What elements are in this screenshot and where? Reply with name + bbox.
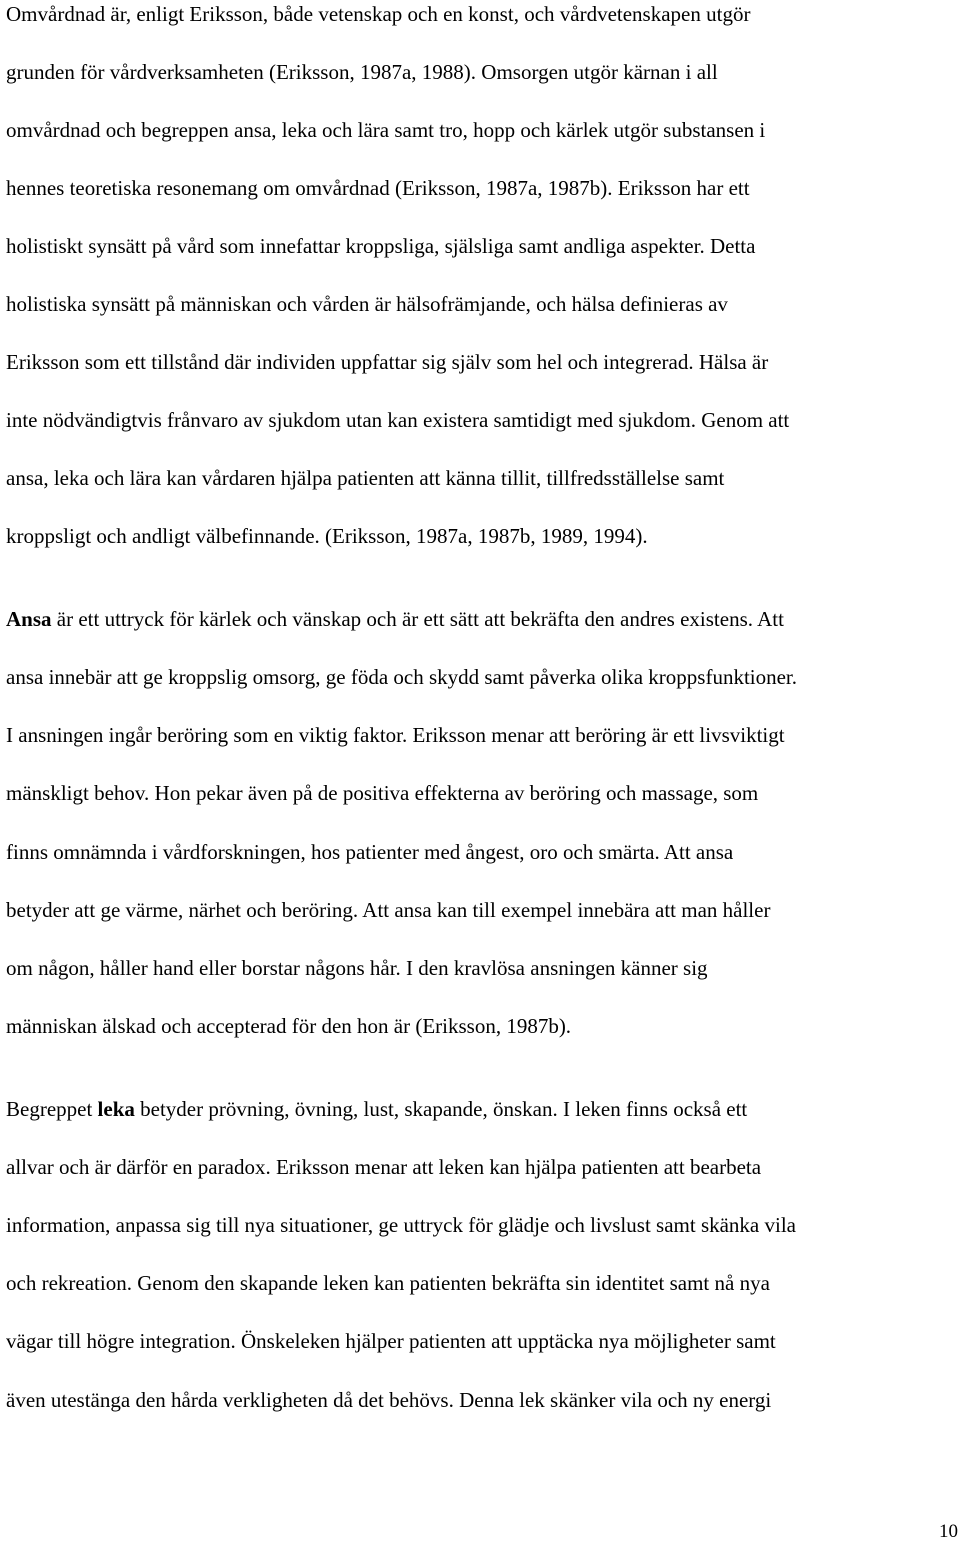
text-line: holistiskt synsätt på vård som innefattar kroppsliga, själsliga samt andliga aspekter. Detta [6, 234, 756, 258]
text-line: Omvårdnad är, enligt Eriksson, både vetenskap och en konst, och vårdvetenskapen utgör [6, 2, 751, 26]
text-line: ansa, leka och lära kan vårdaren hjälpa patienten att känna tillit, tillfredsställelse samt [6, 466, 725, 490]
text-line: även utestänga den hårda verkligheten då det behövs. Denna lek skänker vila och ny energi [6, 1388, 772, 1412]
text-line: Eriksson som ett tillstånd där individen uppfattar sig själv som hel och integrerad. Hälsa är [6, 350, 769, 374]
term-ansa: Ansa [6, 607, 52, 631]
text-line: holistiska synsätt på människan och vården är hälsofrämjande, och hälsa definieras av [6, 292, 728, 316]
term-leka: leka [97, 1097, 135, 1121]
text-line: allvar och är därför en paradox. Eriksson menar att leken kan hjälpa patienten att bearbeta [6, 1155, 762, 1179]
text-line: ansa innebär att ge kroppslig omsorg, ge föda och skydd samt påverka olika kroppsfunktioner. [6, 665, 798, 689]
text-line: finns omnämnda i vårdforskningen, hos patienter med ångest, oro och smärta. Att ansa [6, 840, 734, 864]
text-line [6, 607, 784, 631]
page-number: 10 [939, 1521, 958, 1542]
text-line: kroppsligt och andligt välbefinnande. (Eriksson, 1987a, 1987b, 1989, 1994). [6, 524, 648, 548]
text-line [6, 1097, 747, 1121]
text-segment: är ett uttryck för kärlek och vänskap och är ett sätt att bekräfta den andres existens. Att [51, 607, 784, 631]
text-line: inte nödvändigtvis frånvaro av sjukdom utan kan existera samtidigt med sjukdom. Genom att [6, 408, 790, 432]
text-line: betyder att ge värme, närhet och beröring. Att ansa kan till exempel innebära att man håller [6, 898, 771, 922]
text-line: hennes teoretiska resonemang om omvårdnad (Eriksson, 1987a, 1987b). Eriksson har ett [6, 176, 750, 200]
text-segment: Begreppet [6, 1097, 98, 1121]
text-line: mänskligt behov. Hon pekar även på de positiva effekterna av beröring och massage, som [6, 781, 759, 805]
text-line: omvårdnad och begreppen ansa, leka och lära samt tro, hopp och kärlek utgör substansen i [6, 118, 766, 142]
text-line: grunden för vårdverksamheten (Eriksson, 1987a, 1988). Omsorgen utgör kärnan i all [6, 60, 718, 84]
text-line: om någon, håller hand eller borstar någons hår. I den kravlösa ansningen känner sig [6, 956, 708, 980]
text-line: och rekreation. Genom den skapande leken kan patienten bekräfta sin identitet samt nå nya [6, 1271, 770, 1295]
text-line: I ansningen ingår beröring som en viktig faktor. Eriksson menar att beröring är ett livsviktigt [6, 723, 785, 747]
text-segment: betyder prövning, övning, lust, skapande, önskan. I leken finns också ett [134, 1097, 748, 1121]
text-line: vägar till högre integration. Önskeleken hjälper patienten att upptäcka nya möjligheter samt [6, 1329, 776, 1353]
text-line: information, anpassa sig till nya situationer, ge uttryck för glädje och livslust samt skänka vila [6, 1213, 796, 1237]
text-line: människan älskad och accepterad för den hon är (Eriksson, 1987b). [6, 1014, 572, 1038]
